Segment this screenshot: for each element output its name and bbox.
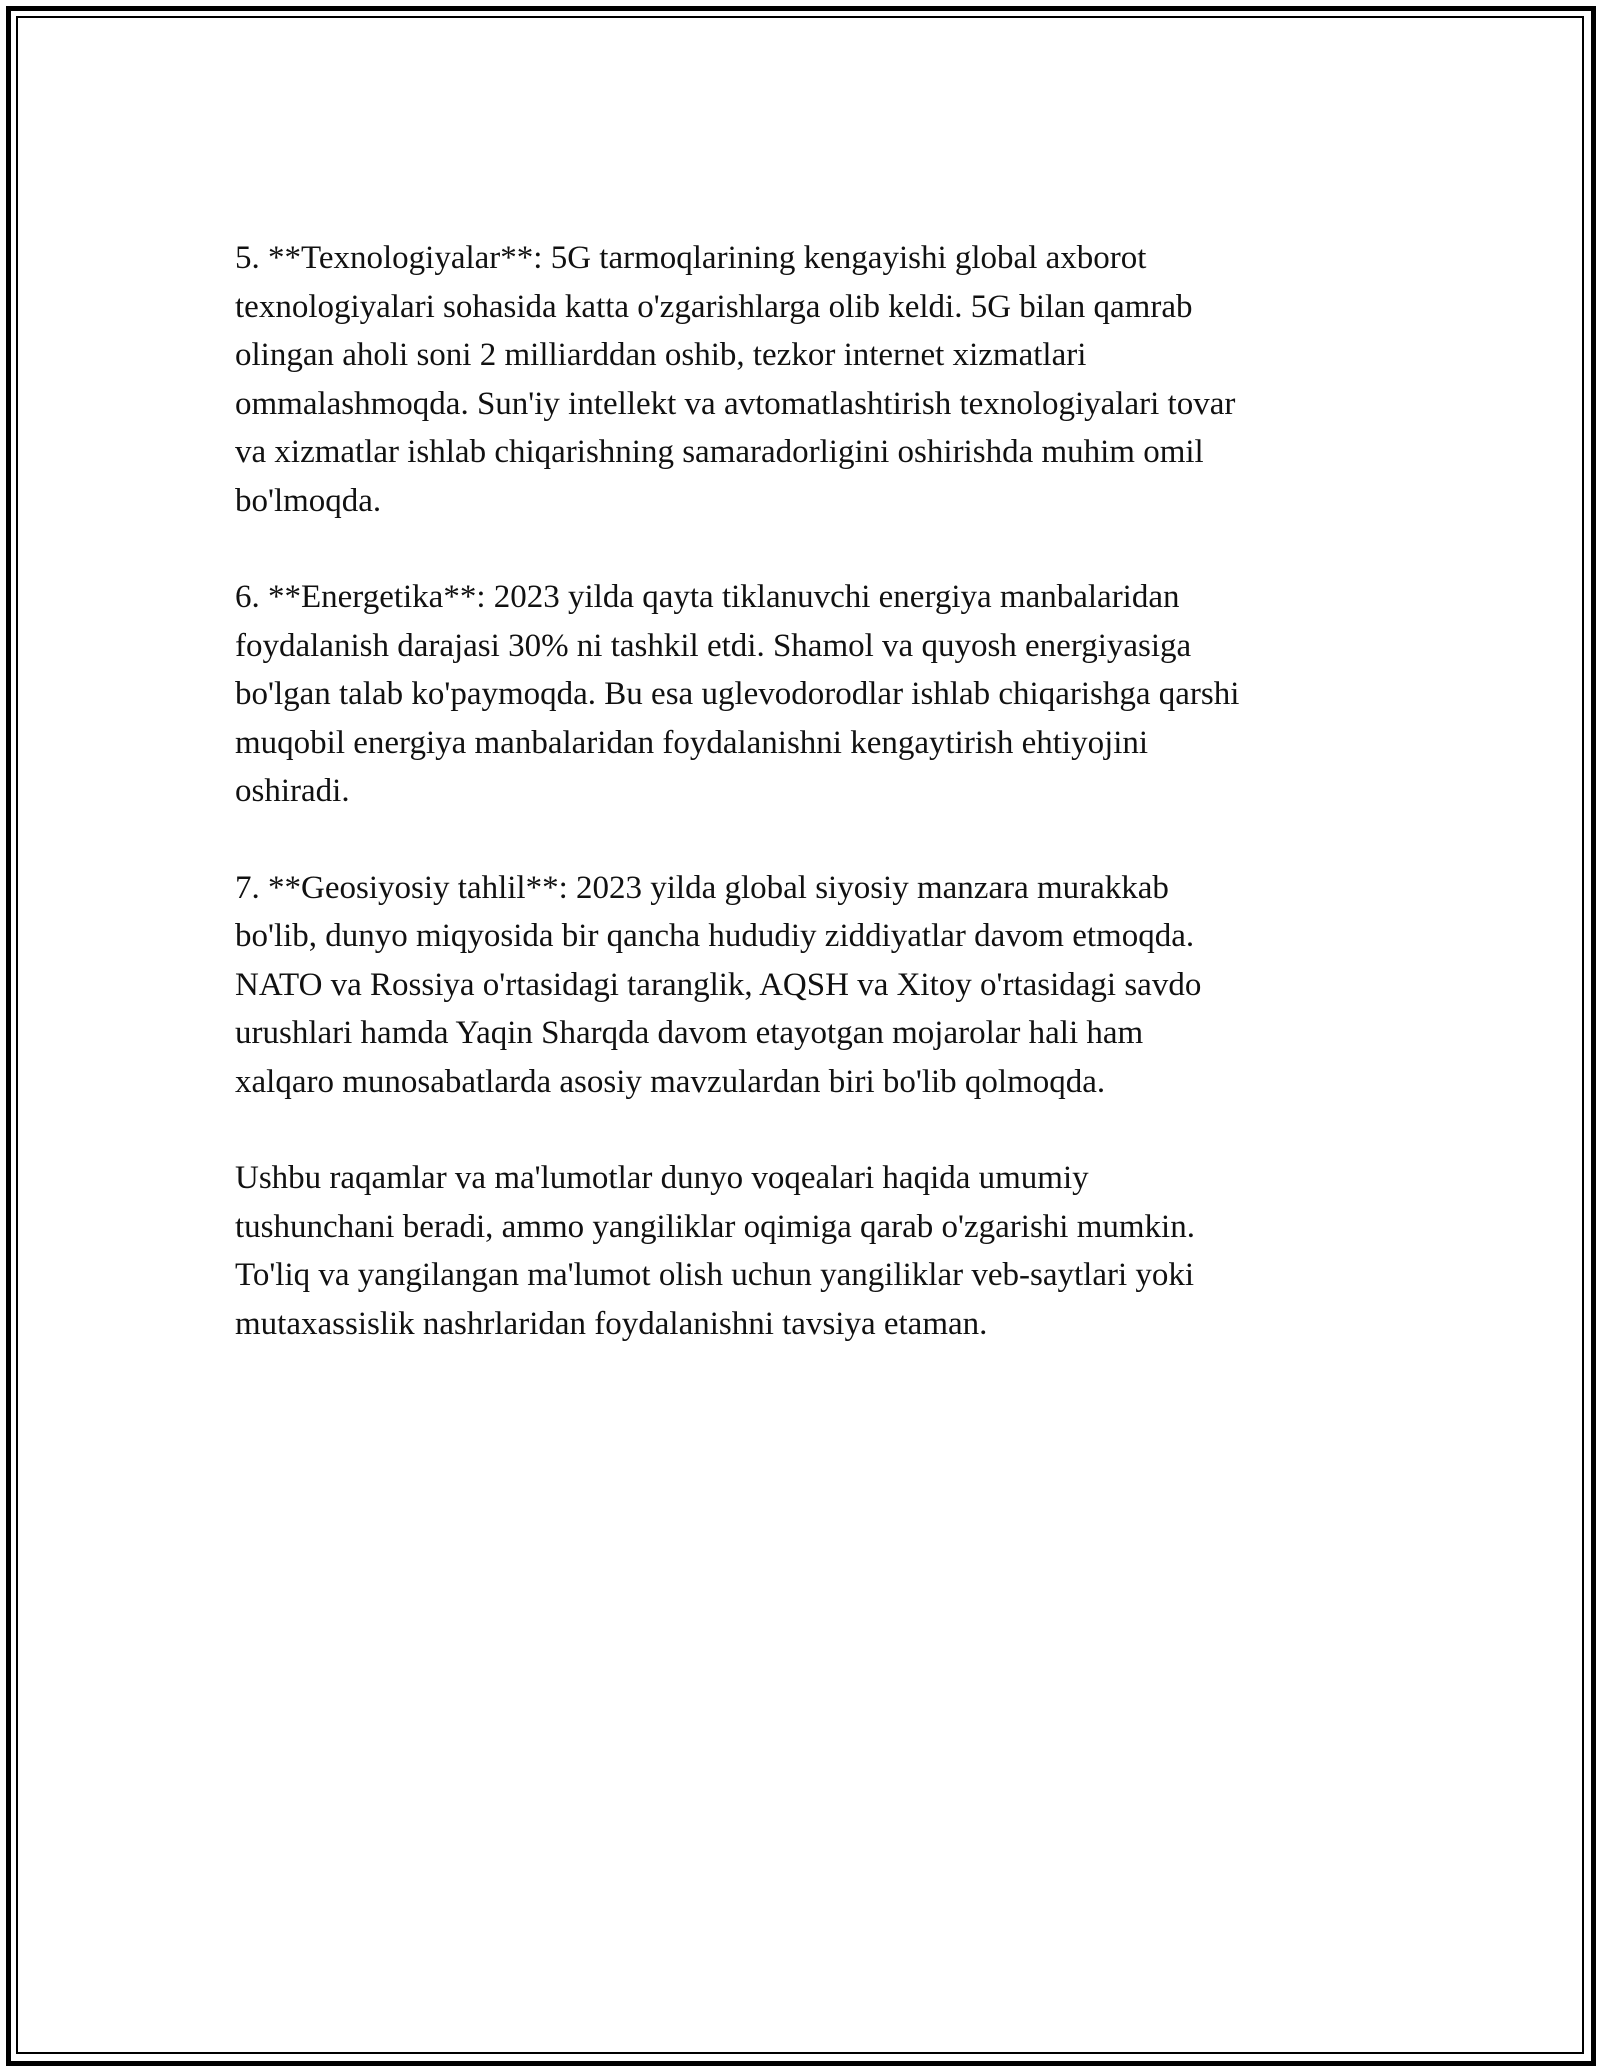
paragraph-technologies: 5. **Texnologiyalar**: 5G tarmoqlarining kengayishi global axborot texnologiyalari sohasida katta o'zgarishlarga olib keldi. 5G bilan qamrab olingan aholi soni 2 milliarddan oshib, tezkor internet xizmatlari ommalashmoqda. Sun'iy intellekt va avtomatlashtirish texnologiyalari tovar va xizmatlar ishlab chiqarishning samaradorligini oshirishda muhim omil bo'lmoqda. <box>235 240 1236 519</box>
paragraph-energy: 6. **Energetika**: 2023 yilda qayta tiklanuvchi energiya manbalaridan foydalanish darajasi 30% ni tashkil etdi. Shamol va quyosh energiyasiga bo'lgan talab ko'paymoqda. Bu esa uglevodorodlar ishlab chiqarishga qarshi muqobil energiya manbalaridan foydalanishni kengaytirish ehtiyojini oshiradi. <box>235 579 1240 809</box>
document-body <box>235 234 1370 1396</box>
paragraph-conclusion: Ushbu raqamlar va ma'lumotlar dunyo voqealari haqida umumiy tushunchani beradi, ammo yangiliklar oqimiga qarab o'zgarishi mumkin. To'liq va yangilangan ma'lumot olish uchun yangiliklar veb-saytlari yoki mutaxassislik nashrlaridan foydalanishni tavsiya etaman. <box>235 1160 1195 1342</box>
paragraph-geopolitics: 7. **Geosiyosiy tahlil**: 2023 yilda global siyosiy manzara murakkab bo'lib, dunyo miqyosida bir qancha hududiy ziddiyatlar davom etmoqda. NATO va Rossiya o'rtasidagi taranglik, AQSH va Xitoy o'rtasidagi savdo urushlari hamda Yaqin Sharqda davom etayotgan mojarolar hali ham xalqaro munosabatlarda asosiy mavzulardan biri bo'lib qolmoqda. <box>235 869 1202 1100</box>
